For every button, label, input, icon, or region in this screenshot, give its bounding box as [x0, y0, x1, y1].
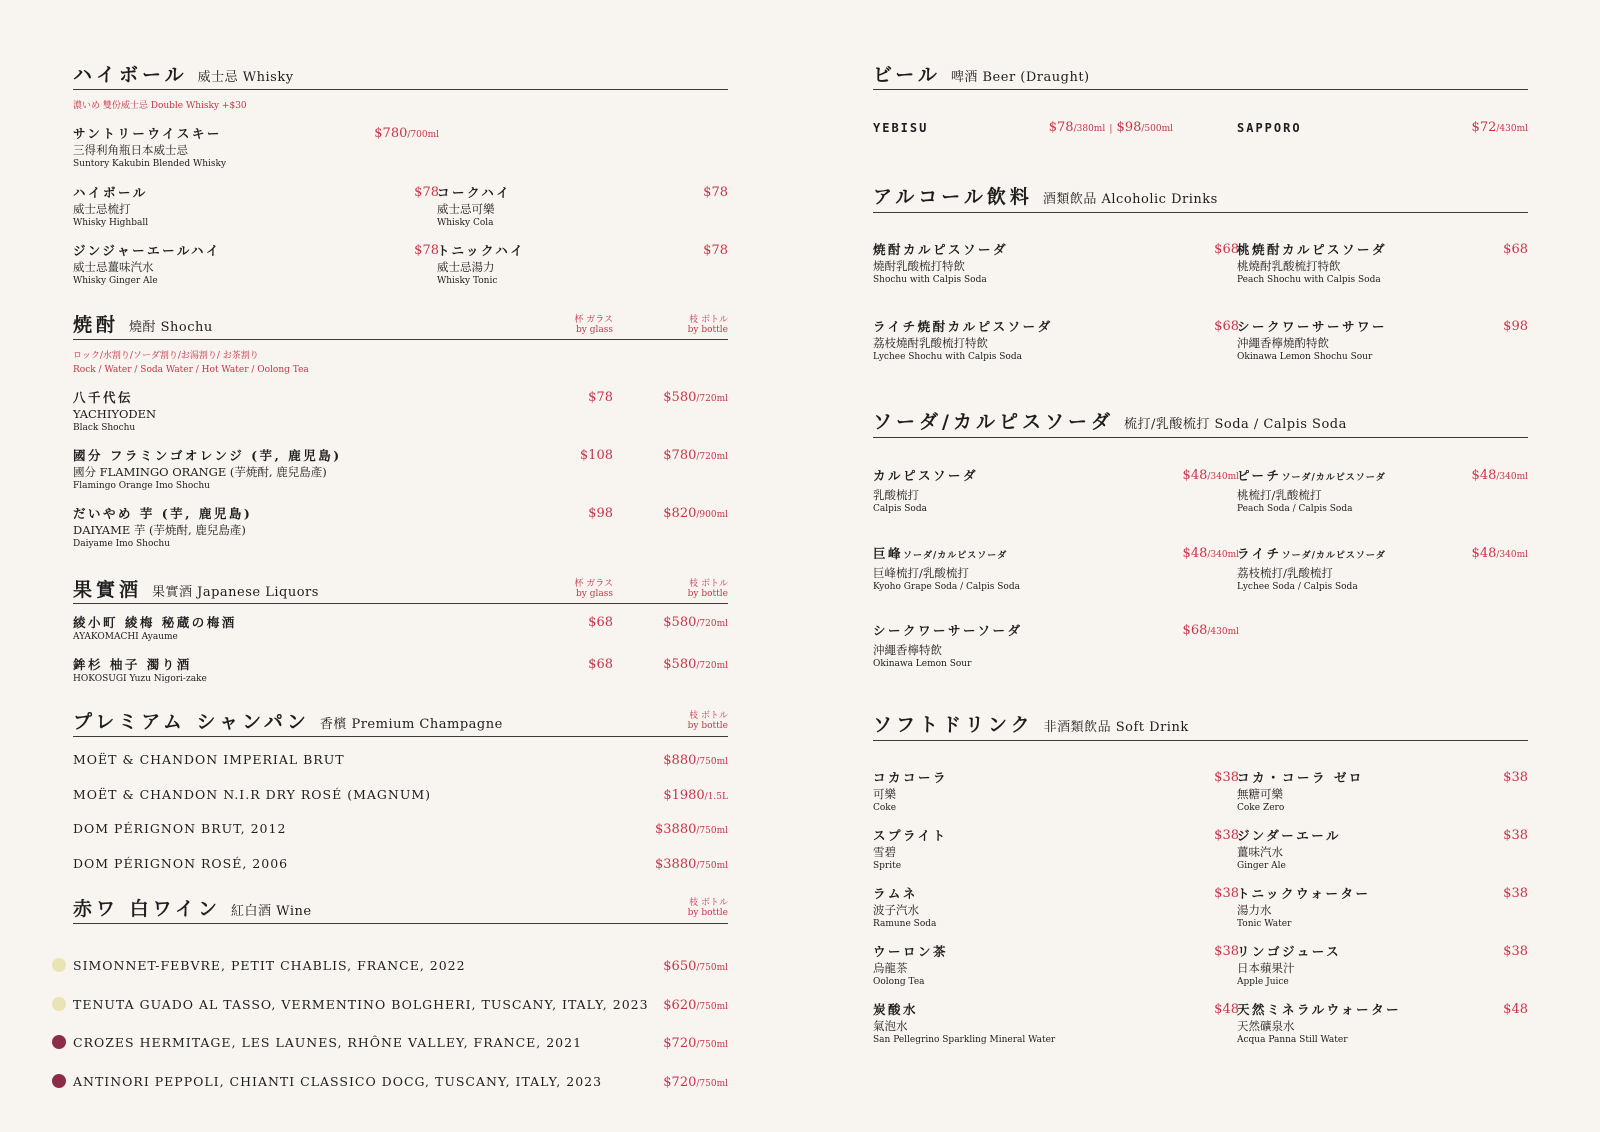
highball-divider [73, 89, 728, 90]
item-price: $38 [1214, 886, 1239, 901]
menu-item: シークワーサーサワー 沖繩香檸燒酌特飲 Okinawa Lemon Shochu Sour [1237, 319, 1388, 362]
menu-item: だいやめ 芋 (芋, 鹿児島) DAIYAME 芋 (芋焼酎, 鹿兒島產) Daiyame Imo Shochu [73, 506, 253, 549]
item-price: $78 [414, 243, 439, 258]
menu-item: 炭酸水 氣泡水 San Pellegrino Sparkling Mineral Water [873, 1002, 1056, 1045]
shochu-divider [73, 339, 728, 340]
item-price: $38 [1214, 944, 1239, 959]
menu-item: 天然ミネラルウォーター 天然礦泉水 Acqua Panna Still Water [1237, 1002, 1402, 1045]
menu-item: ハイボール 威士忌梳打 Whisky Highball [73, 185, 149, 228]
menu-item: ピーチソーダ/カルピスソーダ 桃梳打/乳酸梳打 Peach Soda / Calpis Soda [1237, 468, 1386, 514]
menu-item: ラムネ 波子汽水 Ramune Soda [873, 886, 937, 929]
menu-item: ライチソーダ/カルピスソーダ 荔枝梳打/乳酸梳打 Lychee Soda / Calpis Soda [1237, 546, 1386, 592]
beer-item: YEBISU [873, 121, 929, 135]
item-price: $48 [1503, 1002, 1528, 1017]
item-price: $68/430ml [1182, 623, 1239, 638]
white-wine-dot-icon [52, 997, 66, 1011]
wine-item: TENUTA GUADO AL TASSO, VERMENTINO BOLGHERI, TUSCANY, ITALY, 2023 [73, 997, 649, 1012]
champagne-item: MOËT & CHANDON IMPERIAL BRUT [73, 752, 345, 767]
item-price: $880/750ml [663, 753, 728, 768]
soda-section-title: ソーダ/カルピスソーダ 梳打/乳酸梳打 Soda / Calpis Soda [873, 411, 1347, 433]
champagne-item: MOËT & CHANDON N.I.R DRY ROSÉ (MAGNUM) [73, 787, 432, 802]
by-bottle-header: 枝 ボトル by bottle [687, 579, 728, 599]
liquor-divider [73, 603, 728, 604]
menu-item: リンゴジュース 日本蘋果汁 Apple Juice [1237, 944, 1342, 987]
beer-divider [873, 89, 1528, 90]
menu-item: 巨峰ソーダ/カルピスソーダ 巨峰梳打/乳酸梳打 Kyoho Grape Soda / Calpis Soda [873, 546, 1020, 592]
champagne-item: DOM PÉRIGNON BRUT, 2012 [73, 821, 287, 836]
item-price: $78 [414, 185, 439, 200]
liquor-section-title: 果實酒 果實酒 Japanese Liquors [73, 579, 319, 601]
by-glass-header: 杯 ガラス by glass [574, 579, 613, 599]
item-price: $620/750ml [663, 998, 728, 1013]
item-price: $38 [1503, 886, 1528, 901]
item-price: $780/700ml [374, 126, 439, 141]
highball-title-sub: 威士忌 Whisky [197, 70, 294, 85]
bottle-price: $580/720ml [663, 615, 728, 630]
item-price: $48/340ml [1182, 546, 1239, 561]
item-price: $48/340ml [1182, 468, 1239, 483]
by-bottle-header: 枝 ボトル by bottle [687, 898, 728, 918]
wine-item: SIMONNET-FEBVRE, PETIT CHABLIS, FRANCE, 2022 [73, 958, 466, 973]
item-price: $38 [1503, 828, 1528, 843]
item-price: $38 [1503, 770, 1528, 785]
menu-item: 國分 フラミンゴオレンジ (芋, 鹿児島) 國分 FLAMINGO ORANGE (芋焼酎, 鹿兒島產) Flamingo Orange Imo Shochu [73, 448, 342, 491]
menu-item: コカコーラ 可樂 Coke [873, 770, 949, 813]
glass-price: $98 [588, 506, 613, 521]
by-bottle-header: 枝 ボトル by bottle [687, 315, 728, 335]
item-price: $48/340ml [1471, 546, 1528, 561]
item-price: $98 [1503, 319, 1528, 334]
menu-item: 桃焼酎カルピスソーダ 桃燒酎乳酸梳打特飲 Peach Shochu with Calpis Soda [1237, 242, 1388, 285]
beer-section-title: ビール 啤酒 Beer (Draught) [873, 64, 1090, 86]
menu-item: 綾小町 綾梅 秘蔵の梅酒 AYAKOMACHI Ayaume [73, 615, 237, 642]
menu-item: シークワーサーソーダ 沖繩香檸特飲 Okinawa Lemon Sour [873, 623, 1023, 669]
item-price: $68 [1503, 242, 1528, 257]
white-wine-dot-icon [52, 958, 66, 972]
alcoholic-section-title: アルコール飲料 酒類飲品 Alcoholic Drinks [873, 186, 1218, 208]
bottle-price: $780/720ml [663, 448, 728, 463]
item-price: $72/430ml [1471, 120, 1528, 135]
menu-item: ジンジャーエールハイ 威士忌薑味汽水 Whisky Ginger Ale [73, 243, 222, 286]
wine-item: CROZES HERMITAGE, LES LAUNES, RHÔNE VALLEY, FRANCE, 2021 [73, 1035, 583, 1050]
by-glass-header: 杯 ガラス by glass [574, 315, 613, 335]
item-price: $650/750ml [663, 959, 728, 974]
champagne-divider [73, 736, 728, 737]
item-price: $78 [703, 243, 728, 258]
soda-divider [873, 437, 1528, 438]
item-price: $38 [1214, 828, 1239, 843]
menu-item: サントリーウイスキー 三得利角瓶日本威士忌 Suntory Kakubin Blended Whisky [73, 126, 227, 169]
menu-item: コカ・コーラ ゼロ 無糖可樂 Coke Zero [1237, 770, 1364, 813]
champagne-section-title: プレミアム シャンパン 香檳 Premium Champagne [73, 711, 503, 733]
menu-item: 鉾杉 柚子 濁り酒 HOKOSUGI Yuzu Nigori-zake [73, 657, 207, 684]
item-price: $3880/750ml [655, 857, 728, 872]
item-price: $1980/1.5L [663, 788, 728, 803]
item-price: $68 [1214, 242, 1239, 257]
alcoholic-divider [873, 212, 1528, 213]
red-wine-dot-icon [52, 1074, 66, 1088]
item-price: $720/750ml [663, 1075, 728, 1090]
item-price: $78 [703, 185, 728, 200]
menu-item: 焼酎カルピスソーダ 燒酎乳酸梳打特飲 Shochu with Calpis Soda [873, 242, 1009, 285]
menu-item: ライチ焼酎カルピスソーダ 荔枝燒酎乳酸梳打特飲 Lychee Shochu with Calpis Soda [873, 319, 1053, 362]
item-price: $38 [1214, 770, 1239, 785]
item-price: $3880/750ml [655, 822, 728, 837]
wine-divider [73, 923, 728, 924]
champagne-item: DOM PÉRIGNON ROSÉ, 2006 [73, 856, 289, 871]
menu-item: カルピスソーダ 乳酸梳打 Calpis Soda [873, 468, 979, 514]
item-price: $48/340ml [1471, 468, 1528, 483]
menu-item: ジンダーエール 薑味汽水 Ginger Ale [1237, 828, 1341, 871]
item-price: $720/750ml [663, 1036, 728, 1051]
soft-section-title: ソフトドリンク 非酒類飲品 Soft Drink [873, 714, 1189, 736]
highball-title-jp: ハイボール [73, 64, 188, 86]
by-bottle-header: 枝 ボトル by bottle [687, 711, 728, 731]
glass-price: $108 [579, 448, 613, 463]
item-price: $78/380ml | $98/500ml [1048, 120, 1173, 135]
glass-price: $68 [588, 615, 613, 630]
menu-item: ウーロン茶 烏龍茶 Oolong Tea [873, 944, 949, 987]
shochu-section-title: 焼酎 燒酎 Shochu [73, 314, 213, 336]
item-price: $68 [1214, 319, 1239, 334]
red-wine-dot-icon [52, 1035, 66, 1049]
menu-item: コークハイ 威士忌可樂 Whisky Cola [437, 185, 512, 228]
wine-item: ANTINORI PEPPOLI, CHIANTI CLASSICO DOCG, TUSCANY, ITALY, 2023 [73, 1074, 603, 1089]
menu-item: トニックウォーター 湯力水 Tonic Water [1237, 886, 1371, 929]
bottle-price: $580/720ml [663, 390, 728, 405]
highball-section-title [73, 60, 294, 87]
item-price: $48 [1214, 1002, 1239, 1017]
item-price: $38 [1503, 944, 1528, 959]
menu-item: スプライト 雪碧 Sprite [873, 828, 948, 871]
soft-divider [873, 740, 1528, 741]
bottle-price: $580/720ml [663, 657, 728, 672]
bottle-price: $820/900ml [663, 506, 728, 521]
menu-item: 八千代伝 YACHIYODEN Black Shochu [73, 390, 157, 433]
wine-section-title: 赤ワ 白ワイン 紅白酒 Wine [73, 898, 312, 920]
glass-price: $68 [588, 657, 613, 672]
glass-price: $78 [588, 390, 613, 405]
beer-item: SAPPORO [1237, 121, 1302, 135]
menu-item: トニックハイ 威士忌湯力 Whisky Tonic [437, 243, 526, 286]
shochu-note: ロック/水割り/ソーダ割り/お湯割り/ お茶割り Rock / Water / Soda Water / Hot Water / Oolong Tea [73, 351, 309, 375]
highball-note: 濃いめ 雙份威士忌 Double Whisky +$30 [73, 101, 247, 111]
